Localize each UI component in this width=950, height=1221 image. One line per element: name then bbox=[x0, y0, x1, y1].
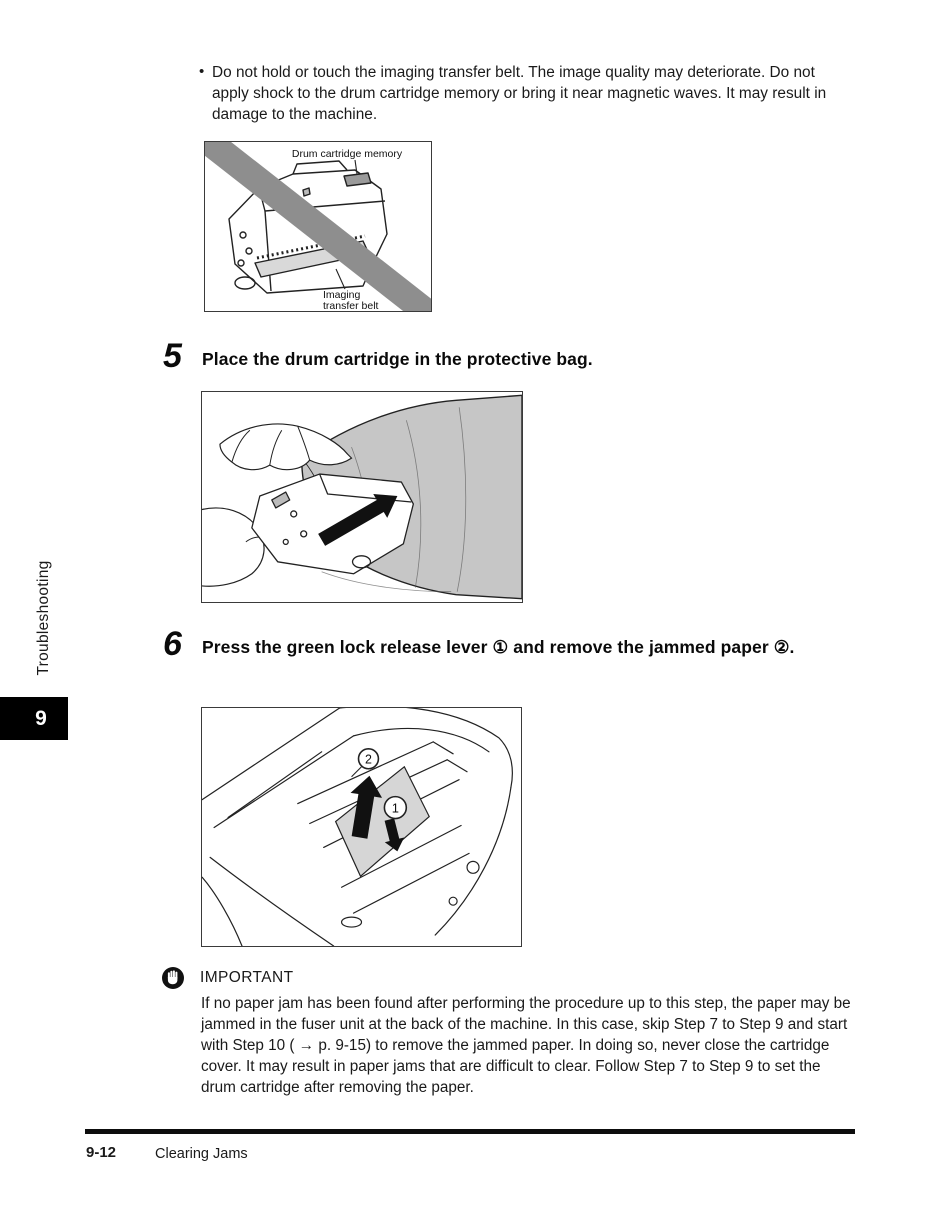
step-title: Place the drum cartridge in the protective bag. bbox=[202, 349, 593, 369]
sidebar-vertical-label: Troubleshooting bbox=[35, 560, 52, 676]
figure-label-memory: Drum cartridge memory bbox=[291, 148, 403, 160]
bullet-marker: • bbox=[199, 63, 205, 80]
callout-2-number: 2 bbox=[365, 752, 372, 767]
chapter-tab bbox=[0, 697, 68, 740]
footer-rule bbox=[85, 1129, 855, 1134]
jam-removal-figure bbox=[201, 707, 522, 947]
protective-bag-figure bbox=[201, 391, 523, 603]
hand-top bbox=[220, 424, 352, 470]
step-number: 5 bbox=[163, 337, 182, 375]
jam-removal-illustration bbox=[202, 708, 521, 946]
hand-stop-icon bbox=[161, 966, 185, 990]
drum-cartridge-illustration bbox=[205, 142, 431, 311]
important-label: IMPORTANT bbox=[200, 969, 294, 986]
safety-notice bbox=[197, 62, 853, 125]
step-number: 6 bbox=[163, 625, 182, 663]
safety-notice-text: Do not hold or touch the imaging transfer belt. The image quality may deteriorate. Do not apply shock to the drum cartridge memory or bring it near magnetic waves. It may result in damage to the machine. bbox=[212, 64, 827, 123]
jammed-paper bbox=[336, 767, 430, 877]
chapter-tab-number: 9 bbox=[35, 706, 47, 730]
drum-cartridge-figure bbox=[204, 141, 432, 312]
figure-label-belt-line1: Imaging bbox=[323, 289, 361, 301]
protective-bag-illustration bbox=[202, 392, 522, 602]
callout-1-number: 1 bbox=[391, 800, 399, 816]
section-title: Clearing Jams bbox=[155, 1146, 248, 1162]
important-text: If no paper jam has been found after performing the procedure up to this step, the paper may be jammed in the fuser unit at the back of the machine. In this case, skip Step 7 to Step 9 and start with Step 10 ( → p. 9-15) to remove the jammed paper. In doing so, never close the cartridge cover. It may result in paper jams that are difficult to clear. Follow Step 7 to Step 9 to set the drum cartridge after removing the paper. bbox=[201, 995, 851, 1096]
page-number: 9-12 bbox=[86, 1144, 117, 1161]
figure-label-belt-line2: transfer belt bbox=[323, 300, 379, 311]
step-title: Press the green lock release lever ① and remove the jammed paper ②. bbox=[202, 637, 795, 657]
